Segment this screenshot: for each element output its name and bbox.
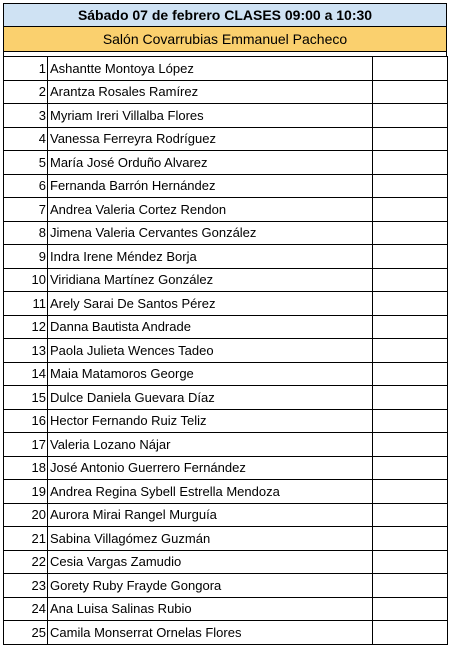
row-number: 15 <box>4 386 48 410</box>
empty-cell <box>373 456 448 480</box>
table-row <box>4 198 448 222</box>
table-row <box>4 245 448 269</box>
table-row <box>4 104 448 128</box>
empty-cell <box>373 127 448 151</box>
table-row <box>4 127 448 151</box>
student-name: Viridiana Martínez González <box>48 268 373 292</box>
student-name: Paola Julieta Wences Tadeo <box>48 339 373 363</box>
empty-cell <box>373 292 448 316</box>
student-name: Sabina Villagómez Guzmán <box>48 527 373 551</box>
row-number: 2 <box>4 80 48 104</box>
table-row <box>4 339 448 363</box>
row-number: 10 <box>4 268 48 292</box>
row-number: 1 <box>4 57 48 81</box>
row-number: 9 <box>4 245 48 269</box>
student-name: José Antonio Guerrero Fernández <box>48 456 373 480</box>
empty-cell <box>373 339 448 363</box>
empty-cell <box>373 527 448 551</box>
row-number: 4 <box>4 127 48 151</box>
table-row <box>4 480 448 504</box>
student-name: Vanessa Ferreyra Rodríguez <box>48 127 373 151</box>
student-name: Fernanda Barrón Hernández <box>48 174 373 198</box>
empty-cell <box>373 386 448 410</box>
row-number: 3 <box>4 104 48 128</box>
empty-cell <box>373 409 448 433</box>
salon-name: Salón Covarrubias Emmanuel Pacheco <box>3 27 447 52</box>
row-number: 12 <box>4 315 48 339</box>
student-name: Hector Fernando Ruiz Teliz <box>48 409 373 433</box>
empty-cell <box>373 550 448 574</box>
empty-cell <box>373 245 448 269</box>
table-row <box>4 57 448 81</box>
empty-cell <box>373 151 448 175</box>
empty-cell <box>373 362 448 386</box>
empty-cell <box>373 574 448 598</box>
empty-cell <box>373 433 448 457</box>
table-row <box>4 386 448 410</box>
table-row <box>4 362 448 386</box>
student-name: Andrea Regina Sybell Estrella Mendoza <box>48 480 373 504</box>
student-name: Aurora Mirai Rangel Murguía <box>48 503 373 527</box>
table-row <box>4 315 448 339</box>
student-name: Myriam Ireri Villalba Flores <box>48 104 373 128</box>
row-number: 16 <box>4 409 48 433</box>
student-name: Gorety Ruby Frayde Gongora <box>48 574 373 598</box>
empty-cell <box>373 174 448 198</box>
student-name: Jimena Valeria Cervantes González <box>48 221 373 245</box>
table-row <box>4 550 448 574</box>
empty-cell <box>373 480 448 504</box>
table-row <box>4 527 448 551</box>
row-number: 25 <box>4 621 48 645</box>
student-name: María José Orduño Alvarez <box>48 151 373 175</box>
table-row <box>4 80 448 104</box>
table-row <box>4 433 448 457</box>
table-row <box>4 409 448 433</box>
student-name: Dulce Daniela Guevara Díaz <box>48 386 373 410</box>
table-row <box>4 574 448 598</box>
row-number: 7 <box>4 198 48 222</box>
empty-cell <box>373 503 448 527</box>
table-row <box>4 151 448 175</box>
row-number: 8 <box>4 221 48 245</box>
row-number: 6 <box>4 174 48 198</box>
table-row <box>4 221 448 245</box>
student-name: Danna Bautista Andrade <box>48 315 373 339</box>
row-number: 17 <box>4 433 48 457</box>
row-number: 13 <box>4 339 48 363</box>
student-name: Ashantte Montoya López <box>48 57 373 81</box>
student-name: Camila Monserrat Ornelas Flores <box>48 621 373 645</box>
row-number: 21 <box>4 527 48 551</box>
student-table-body <box>4 57 448 645</box>
table-row <box>4 456 448 480</box>
empty-cell <box>373 315 448 339</box>
empty-cell <box>373 104 448 128</box>
empty-cell <box>373 621 448 645</box>
empty-cell <box>373 597 448 621</box>
table-row <box>4 174 448 198</box>
class-title: Sábado 07 de febrero CLASES 09:00 a 10:30 <box>3 3 447 27</box>
table-row <box>4 268 448 292</box>
student-name: Arely Sarai De Santos Pérez <box>48 292 373 316</box>
table-row <box>4 292 448 316</box>
row-number: 22 <box>4 550 48 574</box>
student-name: Maia Matamoros George <box>48 362 373 386</box>
row-number: 18 <box>4 456 48 480</box>
student-name: Ana Luisa Salinas Rubio <box>48 597 373 621</box>
row-number: 23 <box>4 574 48 598</box>
student-name: Valeria Lozano Nájar <box>48 433 373 457</box>
empty-cell <box>373 198 448 222</box>
student-name: Andrea Valeria Cortez Rendon <box>48 198 373 222</box>
empty-cell <box>373 221 448 245</box>
row-number: 11 <box>4 292 48 316</box>
row-number: 14 <box>4 362 48 386</box>
student-name: Cesia Vargas Zamudio <box>48 550 373 574</box>
empty-cell <box>373 57 448 81</box>
row-number: 19 <box>4 480 48 504</box>
empty-cell <box>373 80 448 104</box>
empty-cell <box>373 268 448 292</box>
student-name: Arantza Rosales Ramírez <box>48 80 373 104</box>
row-number: 24 <box>4 597 48 621</box>
row-number: 20 <box>4 503 48 527</box>
class-roster-sheet <box>3 3 447 645</box>
table-row <box>4 597 448 621</box>
student-name: Indra Irene Méndez Borja <box>48 245 373 269</box>
table-row <box>4 621 448 645</box>
student-table <box>3 56 448 645</box>
row-number: 5 <box>4 151 48 175</box>
table-row <box>4 503 448 527</box>
